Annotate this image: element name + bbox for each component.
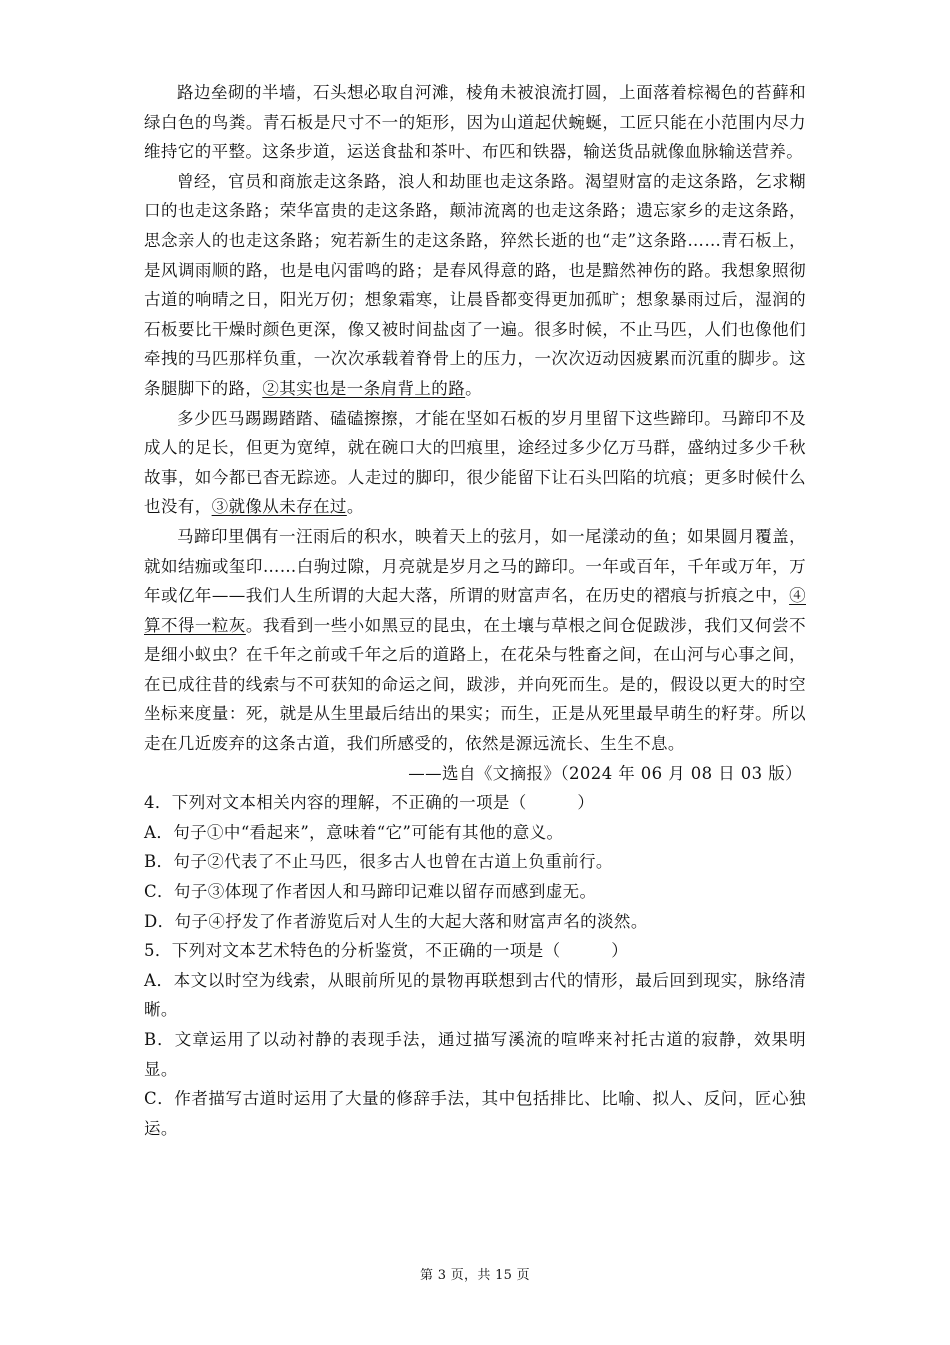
- source-citation: ——选自《文摘报》（2024 年 06 月 08 日 03 版）: [408, 763, 802, 783]
- underlined-sentence-2: ②其实也是一条肩背上的路: [262, 378, 466, 398]
- page-footer: 第 3 页，共 15 页: [420, 1268, 530, 1283]
- paragraph-1: [144, 78, 806, 167]
- paragraph-2-end: 。: [465, 378, 483, 398]
- question-5-option-b: B．文章运用了以动衬静的表现手法，通过描写溪流的喧哗来衬托古道的寂静，效果明显。: [144, 1030, 806, 1079]
- question-4-option-b: B．句子②代表了不止马匹，很多古人也曾在古道上负重前行。: [144, 852, 613, 872]
- question-4-option-c: C．句子③体现了作者因人和马蹄印记难以留存而感到虚无。: [144, 882, 597, 902]
- underlined-sentence-4: ④算不得一粒灰: [144, 586, 806, 635]
- paragraph-1-text: 路边垒砌的半墙，石头想必取自河滩，棱角未被浪流打圆，上面落着棕褐色的苔藓和绿白色的鸟粪。青石板是尺寸不一的矩形，因为山道起伏蜿蜒，工匠只能在小范围内尽力维持它的平整。这条步道，运送食盐和茶叶、布匹和铁器，输送货品就像血脉输送营养。: [144, 83, 806, 162]
- paragraph-2-text: 曾经，官员和商旅走这条路，浪人和劫匪也走这条路。渴望财富的走这条路，乞求糊口的也走这条路；荣华富贵的走这条路，颠沛流离的也走这条路；遗忘家乡的走这条路，思念亲人的也走这条路；宛若新生的走这条路，猝然长逝的也“走”这条路……青石板上，是风调雨顺的路，也是电闪雷鸣的路；是春风得意的路，也是黯然神伤的路。我想象照彻古道的响晴之日，阳光万仞；想象霜寒，让晨昏都变得更加孤旷；想象暴雨过后，湿润的石板要比干燥时颜色更深，像又被时间盐卤了一遍。很多时候，不止马匹，人们也像他们牵拽的马匹那样负重，一次次承载着脊骨上的压力，一次次迈动因疲累而沉重的脚步。这条腿脚下的路，: [144, 171, 806, 398]
- document-body: [144, 78, 806, 1143]
- question-5-option-c: C．作者描写古道时运用了大量的修辞手法，其中包括排比、比喻、拟人、反问，匠心独运。: [144, 1089, 806, 1138]
- underlined-sentence-3: ③就像从未存在过: [211, 497, 347, 517]
- question-4-option-a: A．句子①中“看起来”，意味着“它”可能有其他的意义。: [144, 822, 564, 842]
- paragraph-3-text: 多少匹马踢踢踏踏、磕磕擦擦，才能在坚如石板的岁月里留下这些蹄印。马蹄印不及成人的足长，但更为宽绰，就在碗口大的凹痕里，途经过多少亿万马群，盛纳过多少千秋故事，如今都已杳无踪迹。人走过的脚印，很少能留下让石头凹陷的坑痕；更多时候什么也没有，: [144, 408, 806, 517]
- question-5-option-a: A．本文以时空为线索，从眼前所见的景物再联想到古代的情形，最后回到现实，脉络清晰。: [144, 970, 806, 1020]
- question-4-option-d: D．句子④抒发了作者游览后对人生的大起大落和财富声名的淡然。: [144, 911, 648, 931]
- paragraph-3: [144, 404, 806, 522]
- question-4-stem: 4．下列对文本相关内容的理解，不正确的一项是（ ）: [144, 793, 595, 813]
- paragraph-4-rest: 。我看到一些小如黑豆的昆虫，在土壤与草根之间仓促跋涉，我们又何尝不是细小蚁虫？在千年之前或千年之后的道路上，在花朵与牲畜之间，在山河与心事之间，在已成往昔的线索与不可获知的命运之间，跋涉，并向死而生。是的，假设以更大的时空坐标来度量：死，就是从生里最后结出的果实；而生，正是从死里最早萌生的籽芽。所以走在几近废弃的这条古道，我们所感受的，依然是源远流长、生生不息。: [144, 615, 806, 754]
- question-5-stem: 5．下列对文本艺术特色的分析鉴赏，不正确的一项是（ ）: [144, 941, 629, 961]
- paragraph-2: [144, 167, 806, 404]
- paragraph-4: [144, 522, 806, 759]
- paragraph-3-end: 。: [346, 497, 364, 517]
- paragraph-4-text: 马蹄印里偶有一汪雨后的积水，映着天上的弦月，如一尾漾动的鱼；如果圆月覆盖，就如结痂或玺印……白驹过隙，月亮就是岁月之马的蹄印。一年或百年，千年或万年，万年或亿年——我们人生所谓的大起大落，所谓的财富声名，在历史的褶痕与折痕之中，: [144, 526, 806, 606]
